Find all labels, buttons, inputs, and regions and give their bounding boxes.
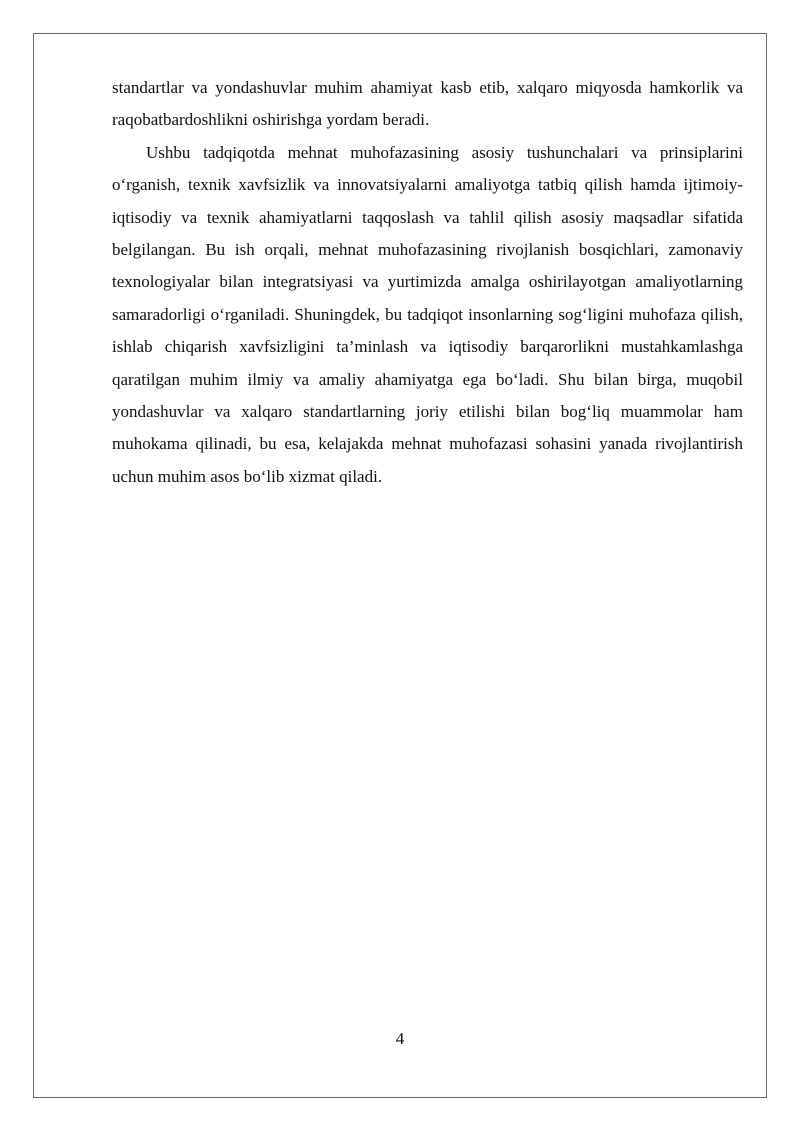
paragraph-research-goals: Ushbu tadqiqotda mehnat muhofazasining asosiy tushunchalari va prinsiplarini o‘rganish, texnik xavfsizlik va innovatsiyalarni amaliyotga tatbiq qilish hamda ijtimoiy-iqtisodiy va texnik ahamiyatlarni taqqoslash va tahlil qilish asosiy maqsadlar sifatida belgilangan. Bu ish orqali, mehnat muhofazasining rivojlanish bosqichlari, zamonaviy texnologiyalar bilan integratsiyasi va yurtimizda amalga oshirilayotgan amaliyotlarning samaradorligi o‘rganiladi. Shuningdek, bu tadqiqot insonlarning sog‘ligini muhofaza qilish, ishlab chiqarish xavfsizligini ta’minlash va iqtisodiy barqarorlikni mustahkamlashga qaratilgan muhim ilmiy va amaliy ahamiyatga ega bo‘ladi. Shu bilan birga, muqobil yondashuvlar va xalqaro standartlarning joriy etilishi bilan bog‘liq muammolar ham muhokama qilinadi, bu esa, kelajakda mehnat muhofazasi sohasini yanada rivojlantirish uchun muhim asos bo‘lib xizmat qiladi. xyxy=(112,142,743,486)
paragraph-continuation: standartlar va yondashuvlar muhim ahamiyat kasb etib, xalqaro miqyosda hamkorlik va raqobatbardoshlikni oshirishga yordam beradi. xyxy=(112,78,743,130)
document-body xyxy=(112,72,743,493)
page-number: 4 xyxy=(395,1029,405,1048)
